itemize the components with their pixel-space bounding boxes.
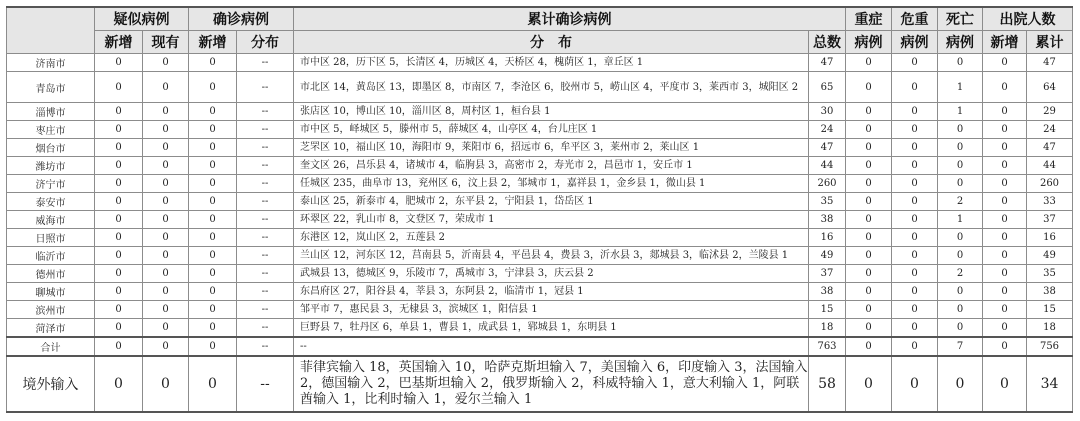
- cumulative-total-cell: 65: [809, 72, 846, 103]
- confirmed-distribution-cell: --: [237, 211, 294, 229]
- severe-cell: 0: [846, 175, 892, 193]
- table-row: [7, 211, 1073, 229]
- confirmed-new-cell: 0: [189, 356, 237, 412]
- confirmed-distribution-cell: --: [237, 283, 294, 301]
- table-row: [7, 54, 1073, 72]
- death-cell: 1: [938, 211, 983, 229]
- severe-cell: 0: [846, 54, 892, 72]
- discharged-cumulative-cell: 37: [1027, 211, 1073, 229]
- suspected-current-cell: 0: [143, 301, 189, 319]
- cumulative-distribution-cell: 泰山区 25，新泰市 4，肥城市 2，东平县 2，宁阳县 1，岱岳区 1: [294, 193, 809, 211]
- table-row: [7, 193, 1073, 211]
- suspected-current-cell: 0: [143, 229, 189, 247]
- confirmed-new-cell: 0: [189, 247, 237, 265]
- city-cell: 烟台市: [7, 139, 95, 157]
- discharged-cumulative-cell: 29: [1027, 103, 1073, 121]
- critical-cell: 0: [892, 283, 938, 301]
- overseas-row: [7, 356, 1073, 412]
- city-cell: 泰安市: [7, 193, 95, 211]
- suspected-new-cell: 0: [95, 121, 143, 139]
- suspected-current-cell: 0: [143, 356, 189, 412]
- cumulative-distribution-cell: 市中区 5，峄城区 5，滕州市 5，薛城区 4，山亭区 4，台儿庄区 1: [294, 121, 809, 139]
- suspected-current-cell: 0: [143, 193, 189, 211]
- suspected-current-cell: 0: [143, 319, 189, 338]
- suspected-current-cell: 0: [143, 283, 189, 301]
- suspected-new-cell: 0: [95, 247, 143, 265]
- discharged-cumulative-cell: 44: [1027, 157, 1073, 175]
- severe-cell: 0: [846, 356, 892, 412]
- city-cell: 枣庄市: [7, 121, 95, 139]
- discharged-new-cell: 0: [983, 283, 1027, 301]
- cumulative-total-cell: 35: [809, 193, 846, 211]
- critical-cell: 0: [892, 356, 938, 412]
- discharged-cumulative-cell: 47: [1027, 139, 1073, 157]
- confirmed-new-cell: 0: [189, 157, 237, 175]
- confirmed-new-cell: 0: [189, 229, 237, 247]
- cumulative-distribution-cell: 奎文区 26，昌乐县 4，诸城市 4，临朐县 3，高密市 2，寿光市 2，昌邑市 1，安丘市 1: [294, 157, 809, 175]
- critical-cell: 0: [892, 54, 938, 72]
- city-cell: 菏泽市: [7, 319, 95, 338]
- discharged-cumulative-cell: 24: [1027, 121, 1073, 139]
- confirmed-new-cell: 0: [189, 283, 237, 301]
- cumulative-total-cell: 37: [809, 265, 846, 283]
- suspected-current-cell: 0: [143, 211, 189, 229]
- city-cell: 滨州市: [7, 301, 95, 319]
- suspected-new-cell: 0: [95, 54, 143, 72]
- discharged-cumulative-cell: 34: [1027, 356, 1073, 412]
- death-cell: 0: [938, 175, 983, 193]
- header-confirmed-new: 新增: [189, 31, 237, 54]
- table-row: [7, 121, 1073, 139]
- table-row: [7, 175, 1073, 193]
- confirmed-new-cell: 0: [189, 121, 237, 139]
- critical-cell: 0: [892, 157, 938, 175]
- severe-cell: 0: [846, 157, 892, 175]
- cumulative-total-cell: 58: [809, 356, 846, 412]
- header-suspected: 疑似病例: [95, 7, 189, 31]
- total-row: [7, 337, 1073, 356]
- death-cell: 7: [938, 337, 983, 356]
- suspected-new-cell: 0: [95, 283, 143, 301]
- city-cell: 济南市: [7, 54, 95, 72]
- discharged-new-cell: 0: [983, 121, 1027, 139]
- confirmed-distribution-cell: --: [237, 356, 294, 412]
- cumulative-total-cell: 38: [809, 211, 846, 229]
- discharged-cumulative-cell: 64: [1027, 72, 1073, 103]
- table-row: [7, 229, 1073, 247]
- severe-cell: 0: [846, 301, 892, 319]
- city-cell: 淄博市: [7, 103, 95, 121]
- suspected-new-cell: 0: [95, 319, 143, 338]
- confirmed-distribution-cell: --: [237, 193, 294, 211]
- confirmed-distribution-cell: --: [237, 247, 294, 265]
- severe-cell: 0: [846, 72, 892, 103]
- discharged-new-cell: 0: [983, 301, 1027, 319]
- critical-cell: 0: [892, 175, 938, 193]
- cumulative-distribution-cell: 武城县 13，德城区 9，乐陵市 7，禹城市 3，宁津县 3，庆云县 2: [294, 265, 809, 283]
- cumulative-distribution-cell: 张店区 10，博山区 10，淄川区 8，周村区 1，桓台县 1: [294, 103, 809, 121]
- discharged-new-cell: 0: [983, 157, 1027, 175]
- critical-cell: 0: [892, 319, 938, 338]
- suspected-current-cell: 0: [143, 247, 189, 265]
- cumulative-total-cell: 763: [809, 337, 846, 356]
- death-cell: 0: [938, 139, 983, 157]
- death-cell: 0: [938, 54, 983, 72]
- discharged-new-cell: 0: [983, 103, 1027, 121]
- severe-cell: 0: [846, 229, 892, 247]
- confirmed-distribution-cell: --: [237, 54, 294, 72]
- suspected-new-cell: 0: [95, 157, 143, 175]
- header-discharged-cumulative: 累计: [1027, 31, 1073, 54]
- death-cell: 0: [938, 121, 983, 139]
- death-cell: 0: [938, 157, 983, 175]
- header-discharged-new: 新增: [983, 31, 1027, 54]
- confirmed-distribution-cell: --: [237, 72, 294, 103]
- confirmed-new-cell: 0: [189, 193, 237, 211]
- severe-cell: 0: [846, 211, 892, 229]
- cumulative-distribution-cell: 市北区 14，黄岛区 13，即墨区 8，市南区 7，李沧区 6，胶州市 5，崂山区 4，平度市 3，莱西市 3，城阳区 2: [294, 72, 809, 103]
- confirmed-new-cell: 0: [189, 139, 237, 157]
- case-statistics-table-wrapper: [6, 6, 1072, 413]
- death-cell: 0: [938, 356, 983, 412]
- confirmed-new-cell: 0: [189, 337, 237, 356]
- header-cumulative-distribution: 分 布: [294, 31, 809, 54]
- confirmed-distribution-cell: --: [237, 157, 294, 175]
- header-suspected-current: 现有: [143, 31, 189, 54]
- severe-cell: 0: [846, 337, 892, 356]
- discharged-cumulative-cell: 15: [1027, 301, 1073, 319]
- suspected-current-cell: 0: [143, 103, 189, 121]
- death-cell: 0: [938, 319, 983, 338]
- table-row: [7, 157, 1073, 175]
- cumulative-total-cell: 24: [809, 121, 846, 139]
- cumulative-total-cell: 18: [809, 319, 846, 338]
- critical-cell: 0: [892, 301, 938, 319]
- discharged-cumulative-cell: 18: [1027, 319, 1073, 338]
- confirmed-new-cell: 0: [189, 301, 237, 319]
- cumulative-total-cell: 49: [809, 247, 846, 265]
- header-discharged: 出院人数: [983, 7, 1073, 31]
- severe-cell: 0: [846, 319, 892, 338]
- suspected-new-cell: 0: [95, 72, 143, 103]
- table-row: [7, 247, 1073, 265]
- header-row-1: [7, 7, 1073, 31]
- table-row: [7, 265, 1073, 283]
- cumulative-distribution-cell: 东港区 12，岚山区 2，五莲县 2: [294, 229, 809, 247]
- suspected-new-cell: 0: [95, 356, 143, 412]
- cumulative-distribution-cell: 东昌府区 27，阳谷县 4，莘县 3，东阿县 2，临清市 1，冠县 1: [294, 283, 809, 301]
- suspected-new-cell: 0: [95, 103, 143, 121]
- suspected-new-cell: 0: [95, 265, 143, 283]
- death-cell: 0: [938, 229, 983, 247]
- cumulative-distribution-cell: 邹平市 7，惠民县 3，无棣县 3，滨城区 1，阳信县 1: [294, 301, 809, 319]
- suspected-current-cell: 0: [143, 121, 189, 139]
- header-city: [7, 7, 95, 54]
- critical-cell: 0: [892, 72, 938, 103]
- cumulative-distribution-cell: 市中区 28，历下区 5，长清区 4，历城区 4，天桥区 4，槐荫区 1，章丘区 1: [294, 54, 809, 72]
- death-cell: 0: [938, 301, 983, 319]
- severe-cell: 0: [846, 103, 892, 121]
- severe-cell: 0: [846, 193, 892, 211]
- table-row: [7, 103, 1073, 121]
- suspected-current-cell: 0: [143, 337, 189, 356]
- discharged-cumulative-cell: 47: [1027, 54, 1073, 72]
- critical-cell: 0: [892, 103, 938, 121]
- confirmed-distribution-cell: --: [237, 229, 294, 247]
- discharged-new-cell: 0: [983, 247, 1027, 265]
- header-critical-cases: 病例: [892, 31, 938, 54]
- confirmed-new-cell: 0: [189, 319, 237, 338]
- suspected-new-cell: 0: [95, 175, 143, 193]
- cumulative-total-cell: 47: [809, 54, 846, 72]
- critical-cell: 0: [892, 247, 938, 265]
- severe-cell: 0: [846, 265, 892, 283]
- cumulative-total-cell: 30: [809, 103, 846, 121]
- table-row: [7, 139, 1073, 157]
- discharged-new-cell: 0: [983, 229, 1027, 247]
- confirmed-new-cell: 0: [189, 54, 237, 72]
- discharged-cumulative-cell: 260: [1027, 175, 1073, 193]
- discharged-new-cell: 0: [983, 193, 1027, 211]
- cumulative-distribution-cell: --: [294, 337, 809, 356]
- header-death: 死亡: [938, 7, 983, 31]
- confirmed-distribution-cell: --: [237, 319, 294, 338]
- confirmed-new-cell: 0: [189, 175, 237, 193]
- suspected-current-cell: 0: [143, 54, 189, 72]
- table-row: [7, 72, 1073, 103]
- confirmed-new-cell: 0: [189, 72, 237, 103]
- cumulative-distribution-cell: 任城区 235，曲阜市 13，兖州区 6，汶上县 2，邹城市 1，嘉祥县 1，金乡县 1，微山县 1: [294, 175, 809, 193]
- confirmed-distribution-cell: --: [237, 175, 294, 193]
- confirmed-new-cell: 0: [189, 265, 237, 283]
- death-cell: 2: [938, 265, 983, 283]
- discharged-new-cell: 0: [983, 175, 1027, 193]
- death-cell: 0: [938, 247, 983, 265]
- header-confirmed: 确诊病例: [189, 7, 294, 31]
- confirmed-distribution-cell: --: [237, 121, 294, 139]
- cumulative-total-cell: 38: [809, 283, 846, 301]
- death-cell: 0: [938, 283, 983, 301]
- cumulative-total-cell: 44: [809, 157, 846, 175]
- header-row-2: [7, 31, 1073, 54]
- discharged-new-cell: 0: [983, 72, 1027, 103]
- suspected-new-cell: 0: [95, 301, 143, 319]
- header-cumulative: 累计确诊病例: [294, 7, 846, 31]
- discharged-new-cell: 0: [983, 319, 1027, 338]
- table-row: [7, 283, 1073, 301]
- confirmed-distribution-cell: --: [237, 337, 294, 356]
- suspected-current-cell: 0: [143, 139, 189, 157]
- suspected-new-cell: 0: [95, 211, 143, 229]
- discharged-cumulative-cell: 38: [1027, 283, 1073, 301]
- cumulative-distribution-cell: 菲律宾输入 18，英国输入 10，哈萨克斯坦输入 7，美国输入 6，印度输入 3，法国输入 2，德国输入 2，巴基斯坦输入 2，俄罗斯输入 2，科威特输入 1，意大利输入 1，阿联酋输入 1，比利时输入 1，爱尔兰输入 1: [294, 356, 809, 412]
- header-confirmed-distribution: 分布: [237, 31, 294, 54]
- severe-cell: 0: [846, 283, 892, 301]
- city-cell: 济宁市: [7, 175, 95, 193]
- critical-cell: 0: [892, 337, 938, 356]
- case-statistics-table: [6, 6, 1073, 413]
- discharged-cumulative-cell: 16: [1027, 229, 1073, 247]
- cumulative-total-cell: 47: [809, 139, 846, 157]
- header-cumulative-total: 总数: [809, 31, 846, 54]
- suspected-new-cell: 0: [95, 193, 143, 211]
- discharged-cumulative-cell: 35: [1027, 265, 1073, 283]
- cumulative-total-cell: 15: [809, 301, 846, 319]
- header-severe-cases: 病例: [846, 31, 892, 54]
- severe-cell: 0: [846, 139, 892, 157]
- severe-cell: 0: [846, 121, 892, 139]
- suspected-current-cell: 0: [143, 265, 189, 283]
- confirmed-distribution-cell: --: [237, 265, 294, 283]
- suspected-new-cell: 0: [95, 139, 143, 157]
- discharged-new-cell: 0: [983, 356, 1027, 412]
- suspected-new-cell: 0: [95, 337, 143, 356]
- table-row: [7, 301, 1073, 319]
- discharged-new-cell: 0: [983, 337, 1027, 356]
- city-cell: 日照市: [7, 229, 95, 247]
- discharged-new-cell: 0: [983, 54, 1027, 72]
- table-body: [7, 54, 1073, 413]
- discharged-cumulative-cell: 756: [1027, 337, 1073, 356]
- cumulative-distribution-cell: 芝罘区 10，福山区 10，海阳市 9，莱阳市 6，招远市 6，牟平区 3，莱州市 2，莱山区 1: [294, 139, 809, 157]
- confirmed-distribution-cell: --: [237, 139, 294, 157]
- critical-cell: 0: [892, 265, 938, 283]
- confirmed-distribution-cell: --: [237, 301, 294, 319]
- suspected-new-cell: 0: [95, 229, 143, 247]
- confirmed-distribution-cell: --: [237, 103, 294, 121]
- header-death-cases: 病例: [938, 31, 983, 54]
- city-cell: 聊城市: [7, 283, 95, 301]
- suspected-current-cell: 0: [143, 157, 189, 175]
- discharged-new-cell: 0: [983, 265, 1027, 283]
- critical-cell: 0: [892, 193, 938, 211]
- city-cell: 德州市: [7, 265, 95, 283]
- header-critical: 危重: [892, 7, 938, 31]
- discharged-new-cell: 0: [983, 211, 1027, 229]
- city-cell: 青岛市: [7, 72, 95, 103]
- city-cell: 潍坊市: [7, 157, 95, 175]
- critical-cell: 0: [892, 139, 938, 157]
- death-cell: 1: [938, 72, 983, 103]
- cumulative-total-cell: 260: [809, 175, 846, 193]
- death-cell: 1: [938, 103, 983, 121]
- confirmed-new-cell: 0: [189, 103, 237, 121]
- table-row: [7, 319, 1073, 338]
- death-cell: 2: [938, 193, 983, 211]
- city-cell: 威海市: [7, 211, 95, 229]
- header-suspected-new: 新增: [95, 31, 143, 54]
- discharged-cumulative-cell: 49: [1027, 247, 1073, 265]
- suspected-current-cell: 0: [143, 72, 189, 103]
- suspected-current-cell: 0: [143, 175, 189, 193]
- city-cell: 临沂市: [7, 247, 95, 265]
- confirmed-new-cell: 0: [189, 211, 237, 229]
- discharged-cumulative-cell: 33: [1027, 193, 1073, 211]
- critical-cell: 0: [892, 229, 938, 247]
- cumulative-total-cell: 16: [809, 229, 846, 247]
- header-severe: 重症: [846, 7, 892, 31]
- critical-cell: 0: [892, 211, 938, 229]
- city-cell: 境外输入: [7, 356, 95, 412]
- cumulative-distribution-cell: 巨野县 7，牡丹区 6，单县 1，曹县 1，成武县 1，郓城县 1，东明县 1: [294, 319, 809, 338]
- discharged-new-cell: 0: [983, 139, 1027, 157]
- cumulative-distribution-cell: 兰山区 12，河东区 12，莒南县 5，沂南县 4，平邑县 4，费县 3，沂水县 3，郯城县 3，临沭县 2，兰陵县 1: [294, 247, 809, 265]
- severe-cell: 0: [846, 247, 892, 265]
- city-cell: 合计: [7, 337, 95, 356]
- cumulative-distribution-cell: 环翠区 22，乳山市 8，文登区 7，荣成市 1: [294, 211, 809, 229]
- critical-cell: 0: [892, 121, 938, 139]
